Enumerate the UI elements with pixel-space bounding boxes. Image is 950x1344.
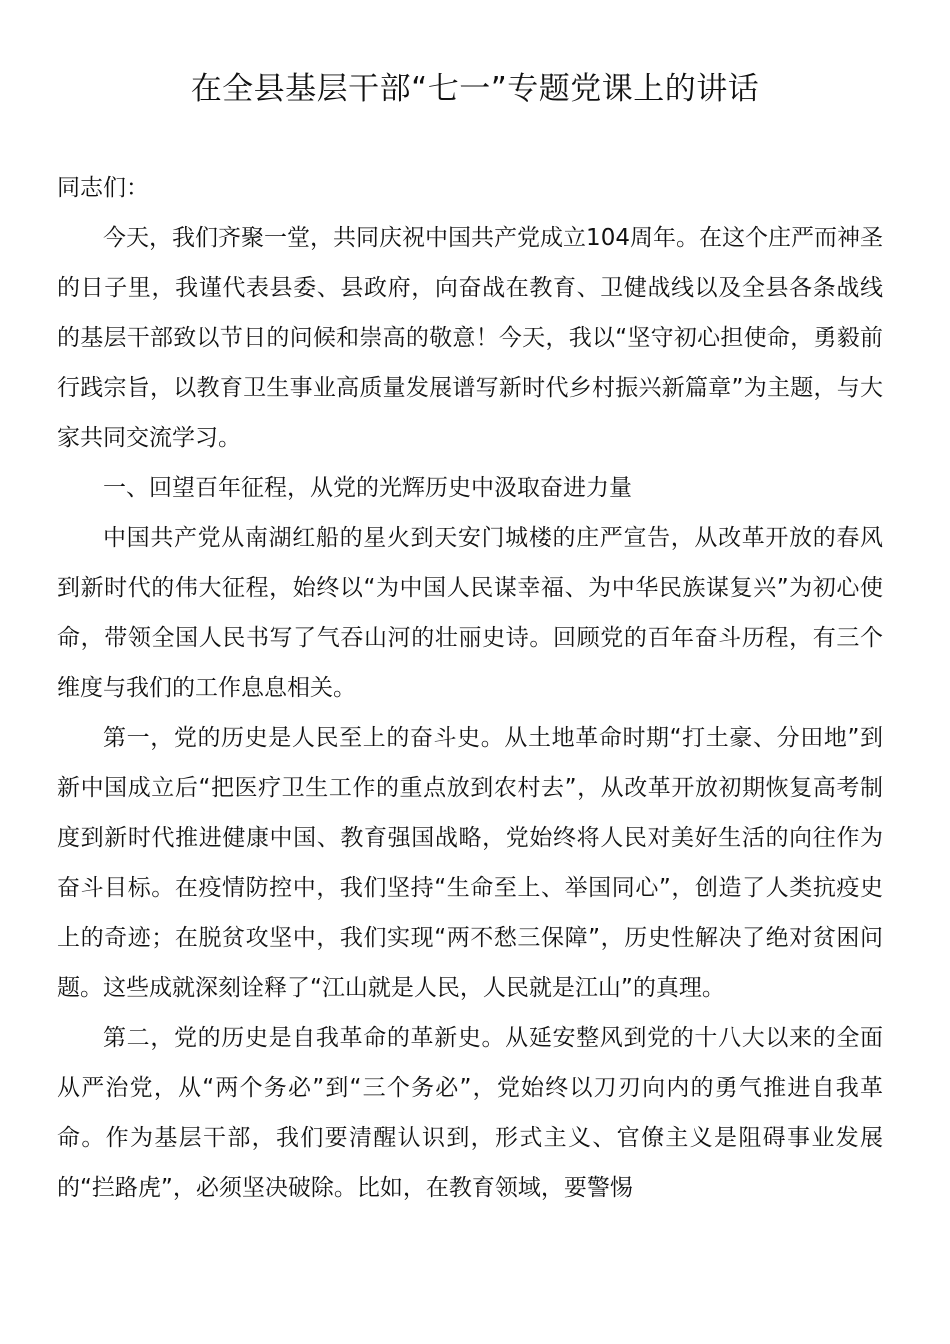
paragraph-opening: 今天，我们齐聚一堂，共同庆祝中国共产党成立104周年。在这个庄严而神圣的日子里，我谨代表县委、县政府，向奋战在教育、卫健战线以及全县各条战线的基层干部致以节日的问候和崇高的敬意！今天，我以“坚守初心担使命，勇毅前行践宗旨，以教育卫生事业高质量发展谱写新时代乡村振兴新篇章”为主题，与大家共同交流学习。 (57, 225, 883, 451)
section-heading-1: 一、回望百年征程，从党的光辉历史中汲取奋进力量 (103, 475, 632, 501)
paragraph-point-1: 第一，党的历史是人民至上的奋斗史。从土地革命时期“打土豪、分田地”到新中国成立后“把医疗卫生工作的重点放到农村去”，从改革开放初期恢复高考制度到新时代推进健康中国、教育强国战略，党始终将人民对美好生活的向往作为奋斗目标。在疫情防控中，我们坚持“生命至上、举国同心”，创造了人类抗疫史上的奇迹；在脱贫攻坚中，我们实现“两不愁三保障”，历史性解决了绝对贫困问题。这些成就深刻诠释了“江山就是人民，人民就是江山”的真理。 (57, 725, 883, 1001)
document-title: 在全县基层干部“七一”专题党课上的讲话 (190, 71, 760, 107)
paragraph-point-2: 第二，党的历史是自我革命的革新史。从延安整风到党的十八大以来的全面从严治党，从“两个务必”到“三个务必”，党始终以刀刃向内的勇气推进自我革命。作为基层干部，我们要清醒认识到，形式主义、官僚主义是阻碍事业发展的“拦路虎”，必须坚决破除。比如，在教育领域，要警惕 (57, 1025, 883, 1201)
salutation: 同志们： (57, 175, 149, 201)
paragraph-history-overview: 中国共产党从南湖红船的星火到天安门城楼的庄严宣告，从改革开放的春风到新时代的伟大征程，始终以“为中国人民谋幸福、为中华民族谋复兴”为初心使命，带领全国人民书写了气吞山河的壮丽史诗。回顾党的百年奋斗历程，有三个维度与我们的工作息息相关。 (57, 525, 883, 701)
document-body (57, 163, 883, 1213)
